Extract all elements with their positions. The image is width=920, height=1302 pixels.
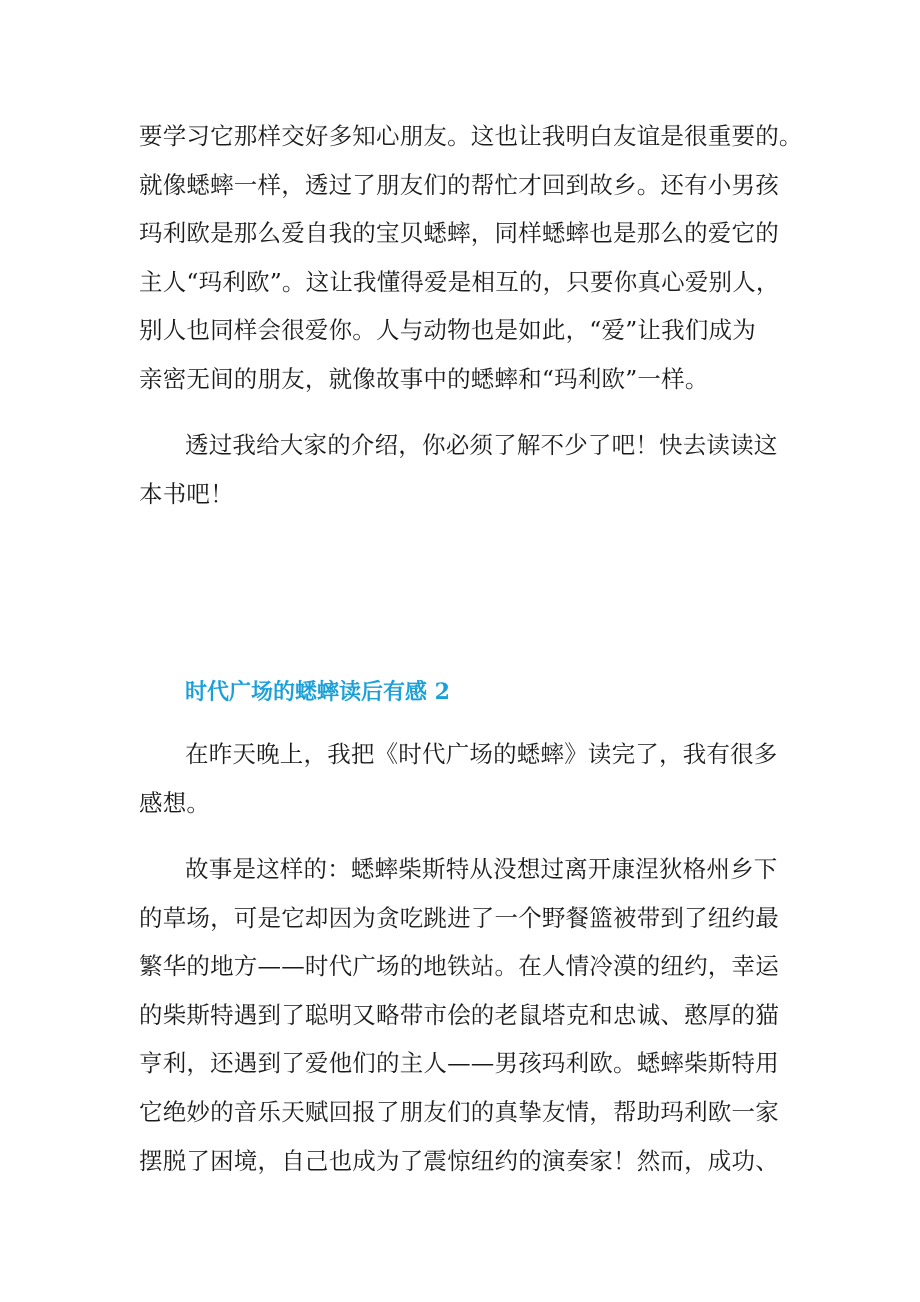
paragraph-line: 别人也同样会很爱你。人与动物也是如此，“爱”让我们成为 (139, 316, 756, 344)
paragraph-line: 玛利欧是那么爱自我的宝贝蟋蟀，同样蟋蟀也是那么的爱它的 (139, 219, 779, 247)
paragraph-line: 繁华的地方——时代广场的地铁站。在人情冷漠的纽约，幸运 (139, 952, 779, 980)
paragraph-line: 摆脱了困境，自己也成为了震惊纽约的演奏家！然而，成功、 (139, 1147, 779, 1175)
paragraph-line: 本书吧！ (139, 480, 234, 508)
paragraph-line: 在昨天晚上，我把《时代广场的蟋蟀》读完了，我有很多 (185, 740, 778, 768)
paragraph-line: 亨利，还遇到了爱他们的主人——男孩玛利欧。蟋蟀柴斯特用 (139, 1049, 779, 1077)
paragraph-line: 亲密无间的朋友，就像故事中的蟋蟀和“玛利欧”一样。 (139, 365, 709, 393)
paragraph-line: 的柴斯特遇到了聪明又略带市侩的老鼠塔克和忠诚、憨厚的猫 (139, 1001, 779, 1029)
paragraph-line: 就像蟋蟀一样，透过了朋友们的帮忙才回到故乡。还有小男孩 (139, 171, 779, 199)
paragraph-line: 它绝妙的音乐天赋回报了朋友们的真挚友情，帮助玛利欧一家 (139, 1098, 779, 1126)
paragraph-line: 故事是这样的：蟋蟀柴斯特从没想过离开康涅狄格州乡下 (185, 855, 778, 883)
section-heading: 时代广场的蟋蟀读后有感 2 (185, 679, 450, 705)
paragraph-line: 的草场，可是它却因为贪吃跳进了一个野餐篮被带到了纽约最 (139, 904, 779, 932)
paragraph-line: 感想。 (139, 789, 211, 817)
paragraph-line: 要学习它那样交好多知心朋友。这也让我明白友谊是很重要的。 (139, 122, 803, 150)
paragraph-line: 主人“玛利欧”。这让我懂得爱是相互的，只要你真心爱别人， (139, 268, 780, 296)
paragraph-line: 透过我给大家的介绍，你必须了解不少了吧！快去读读这 (185, 431, 778, 459)
